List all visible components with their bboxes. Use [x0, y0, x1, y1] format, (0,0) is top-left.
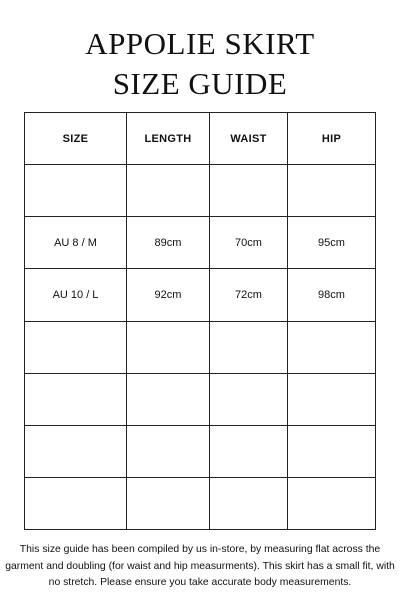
cell-hip: 98cm	[288, 269, 376, 321]
cell-size: AU 8 / M	[25, 217, 127, 269]
cell-hip	[288, 477, 376, 529]
header-hip: HIP	[288, 113, 376, 165]
cell-hip: 95cm	[288, 217, 376, 269]
cell-size	[25, 425, 127, 477]
table-header-row	[25, 113, 376, 165]
cell-length: 92cm	[127, 269, 210, 321]
page-title	[0, 24, 400, 104]
cell-length	[127, 477, 210, 529]
title-size-guide: SIZE GUIDE	[112, 66, 288, 101]
table-row	[25, 217, 376, 269]
cell-length	[127, 165, 210, 217]
table-row	[25, 269, 376, 321]
header-length: LENGTH	[127, 113, 210, 165]
cell-waist	[210, 321, 288, 373]
cell-hip	[288, 321, 376, 373]
cell-length	[127, 425, 210, 477]
cell-size	[25, 477, 127, 529]
cell-length	[127, 373, 210, 425]
table-row	[25, 373, 376, 425]
cell-waist: 70cm	[210, 217, 288, 269]
cell-size	[25, 373, 127, 425]
cell-hip	[288, 425, 376, 477]
cell-hip	[288, 373, 376, 425]
cell-length: 89cm	[127, 217, 210, 269]
header-waist: WAIST	[210, 113, 288, 165]
title-product-name: APPOLIE SKIRT	[85, 26, 315, 61]
cell-waist	[210, 373, 288, 425]
cell-waist	[210, 477, 288, 529]
cell-waist	[210, 165, 288, 217]
cell-waist: 72cm	[210, 269, 288, 321]
table-row	[25, 165, 376, 217]
cell-hip	[288, 165, 376, 217]
cell-waist	[210, 425, 288, 477]
cell-length	[127, 321, 210, 373]
size-guide-table	[24, 112, 376, 530]
table-row	[25, 425, 376, 477]
size-guide-note: This size guide has been compiled by us in-store, by measuring flat across the garment and doubling (for waist and hip measurments). This skirt has a small fit, with no stretch. Please ensure you take accurate body measurements.	[5, 544, 395, 589]
cell-size: AU 10 / L	[25, 269, 127, 321]
cell-size	[25, 321, 127, 373]
header-size: SIZE	[25, 113, 127, 165]
table-row	[25, 321, 376, 373]
table-row	[25, 477, 376, 529]
cell-size	[25, 165, 127, 217]
